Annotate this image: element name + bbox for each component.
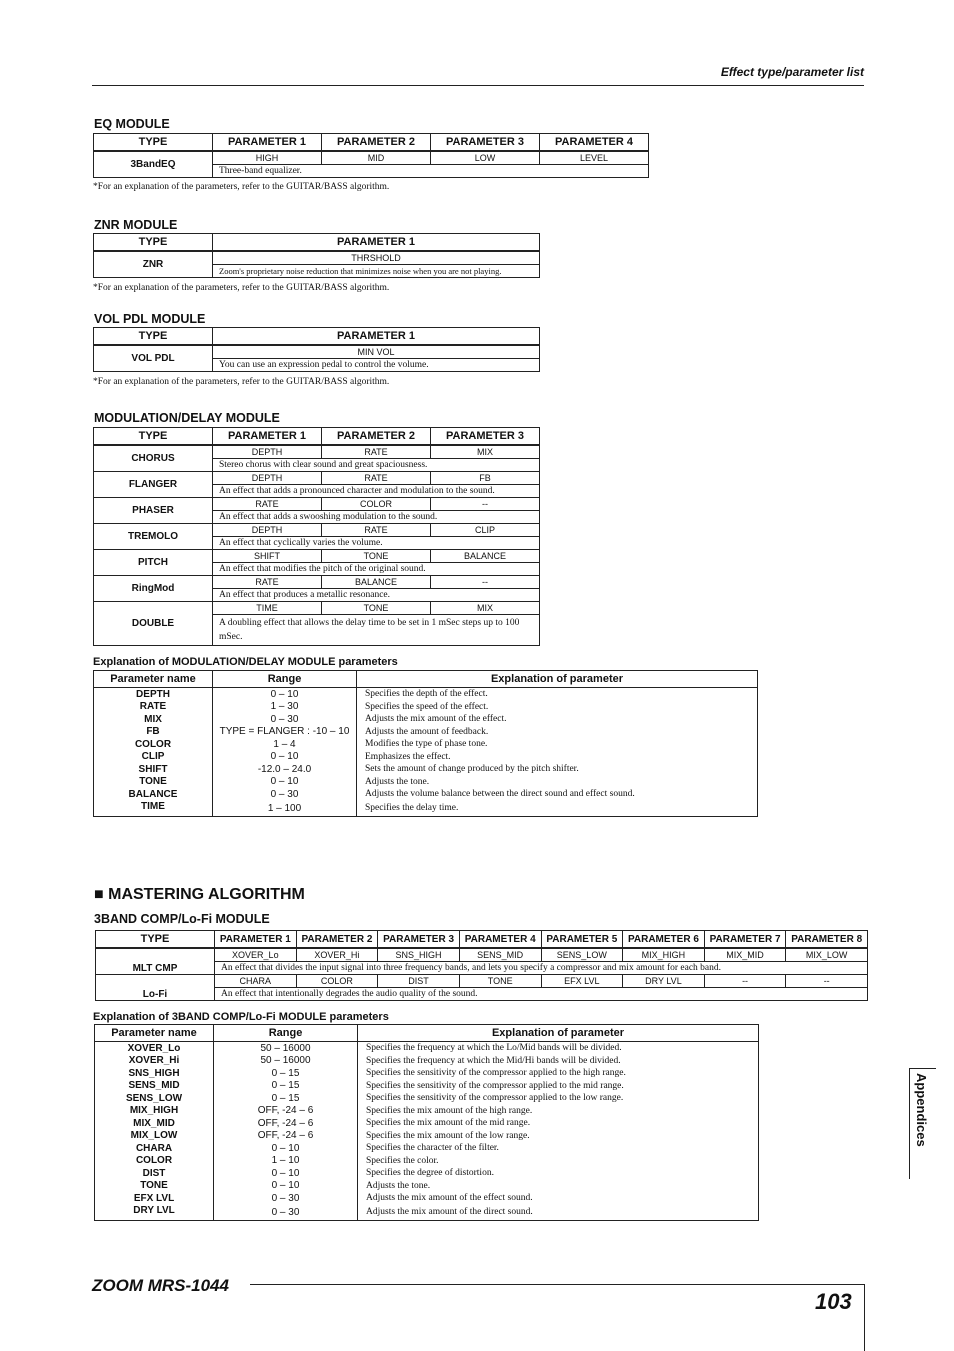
- col-header: PARAMETER 3: [378, 931, 460, 949]
- col-header: PARAMETER 2: [296, 931, 378, 949]
- table-row: [95, 1155, 759, 1168]
- param-cell: LEVEL: [540, 151, 649, 165]
- eq-module-title: EQ MODULE: [94, 117, 170, 131]
- param-range: 0 – 15: [214, 1067, 358, 1080]
- table-header-row: [95, 1025, 759, 1042]
- desc-cell: An effect that intentionally degrades the audio quality of the sound.: [215, 988, 868, 1001]
- table-row: [95, 1117, 759, 1130]
- param-cell: DEPTH: [213, 524, 322, 537]
- param-range: 0 – 30: [214, 1192, 358, 1205]
- param-name: XOVER_Lo: [95, 1042, 214, 1055]
- type-cell: PITCH: [94, 550, 213, 576]
- table-row: [95, 1167, 759, 1180]
- col-header: Explanation of parameter: [358, 1025, 759, 1042]
- param-explanation: Adjusts the volume balance between the direct sound and effect sound.: [357, 788, 758, 801]
- param-cell: DEPTH: [213, 445, 322, 459]
- param-cell: TONE: [322, 550, 431, 563]
- table-row: [95, 1192, 759, 1205]
- param-range: 0 – 30: [213, 788, 357, 801]
- param-range: 0 – 10: [214, 1142, 358, 1155]
- table-row: [95, 1055, 759, 1068]
- param-range: 0 – 10: [214, 1167, 358, 1180]
- table-row: [94, 472, 540, 485]
- param-explanation: Modifies the type of phase tone.: [357, 738, 758, 751]
- table-row: [95, 1205, 759, 1221]
- param-cell: COLOR: [296, 975, 378, 988]
- param-name: CLIP: [94, 751, 213, 764]
- type-cell: ZNR: [94, 251, 213, 278]
- side-tab-label: Appendices: [914, 1073, 929, 1147]
- footer-brand: ZOOM MRS-1044: [92, 1276, 229, 1295]
- param-explanation: Adjusts the tone.: [357, 776, 758, 789]
- param-explanation: Specifies the frequency at which the Mid/Hi bands will be divided.: [358, 1055, 759, 1068]
- mastering-heading: [94, 886, 305, 904]
- param-range: 0 – 30: [213, 713, 357, 726]
- param-cell: SENS_LOW: [541, 948, 623, 962]
- table-row: [94, 251, 540, 265]
- desc-cell: An effect that modifies the pitch of the original sound.: [213, 563, 540, 576]
- col-header: PARAMETER 1: [213, 428, 322, 446]
- type-cell: VOL PDL: [94, 345, 213, 372]
- param-cell: COLOR: [322, 498, 431, 511]
- table-row: [94, 738, 758, 751]
- table-row: [94, 788, 758, 801]
- param-name: RATE: [94, 701, 213, 714]
- param-cell: MID: [322, 151, 431, 165]
- param-name: MIX_HIGH: [95, 1105, 214, 1118]
- znr-module-table: [93, 233, 540, 278]
- appendices-side-tab: [909, 1068, 936, 1179]
- param-explanation: Specifies the degree of distortion.: [358, 1167, 759, 1180]
- table-row: [94, 524, 540, 537]
- param-cell: TONE: [322, 602, 431, 615]
- masterexpl-title: Explanation of 3BAND COMP/Lo-Fi MODULE parameters: [93, 1011, 389, 1023]
- param-range: OFF, -24 – 6: [214, 1130, 358, 1143]
- desc-cell: Zoom's proprietary noise reduction that minimizes noise when you are not playing.: [213, 265, 540, 278]
- param-name: COLOR: [94, 738, 213, 751]
- table-row: [95, 1042, 759, 1055]
- table-row: [94, 776, 758, 789]
- table-row: [94, 576, 540, 589]
- col-header: TYPE: [94, 134, 213, 152]
- param-range: 1 – 10: [214, 1155, 358, 1168]
- table-row: [94, 445, 540, 459]
- col-header: TYPE: [94, 428, 213, 446]
- col-header: TYPE: [94, 234, 213, 252]
- table-row: [94, 763, 758, 776]
- param-cell: --: [704, 975, 786, 988]
- param-range: 0 – 30: [214, 1205, 358, 1221]
- param-explanation: Specifies the sensitivity of the compressor applied to the low range.: [358, 1092, 759, 1105]
- param-cell: CHARA: [215, 975, 297, 988]
- param-name: BALANCE: [94, 788, 213, 801]
- param-explanation: Specifies the mix amount of the high range.: [358, 1105, 759, 1118]
- param-name: SNS_HIGH: [95, 1067, 214, 1080]
- param-cell: THRSHOLD: [213, 251, 540, 265]
- table-row: [96, 975, 868, 988]
- param-name: COLOR: [95, 1155, 214, 1168]
- table-row: [94, 713, 758, 726]
- param-cell: TONE: [459, 975, 541, 988]
- table-row: [94, 801, 758, 817]
- table-row: [94, 751, 758, 764]
- param-name: TONE: [94, 776, 213, 789]
- volpdl-module-table: [93, 327, 540, 372]
- col-header: PARAMETER 1: [213, 234, 540, 252]
- param-name: TIME: [94, 801, 213, 817]
- param-name: TONE: [95, 1180, 214, 1193]
- desc-cell: An effect that divides the input signal into three frequency bands, and lets you specify a compressor and mix amount for each band.: [215, 962, 868, 975]
- table-row: [94, 701, 758, 714]
- param-cell: RATE: [213, 498, 322, 511]
- col-header: PARAMETER 8: [786, 931, 868, 949]
- param-range: 0 – 10: [213, 776, 357, 789]
- masterexpl-table: [94, 1024, 759, 1221]
- param-name: SHIFT: [94, 763, 213, 776]
- table-row: [95, 1105, 759, 1118]
- col-header: Parameter name: [94, 671, 213, 688]
- param-cell: LOW: [431, 151, 540, 165]
- param-cell: RATE: [322, 445, 431, 459]
- param-explanation: Specifies the mix amount of the low range.: [358, 1130, 759, 1143]
- param-name: SENS_MID: [95, 1080, 214, 1093]
- param-range: 0 – 10: [213, 688, 357, 701]
- desc-cell: An effect that adds a swooshing modulation to the sound.: [213, 511, 540, 524]
- param-name: EFX LVL: [95, 1192, 214, 1205]
- type-cell: 3BandEQ: [94, 151, 213, 178]
- desc-cell: A doubling effect that allows the delay time to be set in 1 mSec steps up to 100 mSec.: [213, 615, 540, 646]
- param-cell: TIME: [213, 602, 322, 615]
- param-cell: RATE: [322, 472, 431, 485]
- table-header-row: [94, 671, 758, 688]
- param-explanation: Sets the amount of change produced by the pitch shifter.: [357, 763, 758, 776]
- col-header: PARAMETER 3: [431, 428, 540, 446]
- param-name: CHARA: [95, 1142, 214, 1155]
- table-header-row: [94, 134, 649, 152]
- mastering-module-title: 3BAND COMP/Lo-Fi MODULE: [94, 912, 270, 926]
- col-header: PARAMETER 5: [541, 931, 623, 949]
- param-explanation: Adjusts the mix amount of the effect.: [357, 713, 758, 726]
- param-cell: MIX_MID: [704, 948, 786, 962]
- param-range: 0 – 15: [214, 1080, 358, 1093]
- param-cell: SHIFT: [213, 550, 322, 563]
- param-range: TYPE = FLANGER : -10 – 10: [213, 726, 357, 739]
- col-header: TYPE: [96, 931, 215, 949]
- param-cell: RATE: [213, 576, 322, 589]
- param-range: 0 – 10: [214, 1180, 358, 1193]
- param-cell: SNS_HIGH: [378, 948, 460, 962]
- col-header: PARAMETER 4: [459, 931, 541, 949]
- param-cell: BALANCE: [322, 576, 431, 589]
- volpdl-module-title: VOL PDL MODULE: [94, 312, 206, 326]
- type-cell: PHASER: [94, 498, 213, 524]
- type-cell: CHORUS: [94, 445, 213, 472]
- mastering-title: MASTERING ALGORITHM: [108, 886, 305, 903]
- table-row: [95, 1080, 759, 1093]
- param-range: 50 – 16000: [214, 1055, 358, 1068]
- col-header: PARAMETER 2: [322, 134, 431, 152]
- znr-module-title: ZNR MODULE: [94, 218, 178, 232]
- param-cell: DIST: [378, 975, 460, 988]
- table-row: [95, 1180, 759, 1193]
- param-cell: --: [786, 975, 868, 988]
- param-cell: CLIP: [431, 524, 540, 537]
- type-cell: DOUBLE: [94, 602, 213, 646]
- table-row: [95, 1130, 759, 1143]
- param-cell: MIX_LOW: [786, 948, 868, 962]
- param-cell: MIX_HIGH: [623, 948, 705, 962]
- col-header: Parameter name: [95, 1025, 214, 1042]
- col-header: PARAMETER 1: [213, 328, 540, 346]
- desc-cell: You can use an expression pedal to control the volume.: [213, 359, 540, 372]
- desc-cell: An effect that produces a metallic resonance.: [213, 589, 540, 602]
- table-row: [94, 688, 758, 701]
- volpdl-note: *For an explanation of the parameters, refer to the GUITAR/BASS algorithm.: [93, 377, 390, 387]
- col-header: TYPE: [94, 328, 213, 346]
- type-cell: TREMOLO: [94, 524, 213, 550]
- col-header: Range: [213, 671, 357, 688]
- znr-note: *For an explanation of the parameters, refer to the GUITAR/BASS algorithm.: [93, 283, 390, 293]
- param-name: DEPTH: [94, 688, 213, 701]
- square-bullet-icon: ■: [94, 886, 104, 903]
- param-range: 1 – 30: [213, 701, 357, 714]
- param-cell: XOVER_Lo: [215, 948, 297, 962]
- param-cell: XOVER_Hi: [296, 948, 378, 962]
- col-header: Explanation of parameter: [357, 671, 758, 688]
- col-header: PARAMETER 3: [431, 134, 540, 152]
- param-explanation: Adjusts the amount of feedback.: [357, 726, 758, 739]
- param-name: XOVER_Hi: [95, 1055, 214, 1068]
- param-cell: SENS_MID: [459, 948, 541, 962]
- table-row: [95, 1092, 759, 1105]
- param-explanation: Specifies the sensitivity of the compressor applied to the mid range.: [358, 1080, 759, 1093]
- param-cell: EFX LVL: [541, 975, 623, 988]
- table-header-row: [94, 328, 540, 346]
- param-cell: DRY LVL: [623, 975, 705, 988]
- param-name: SENS_LOW: [95, 1092, 214, 1105]
- col-header: Range: [214, 1025, 358, 1042]
- param-explanation: Adjusts the mix amount of the effect sound.: [358, 1192, 759, 1205]
- col-header: PARAMETER 1: [213, 134, 322, 152]
- desc-cell: An effect that cyclically varies the volume.: [213, 537, 540, 550]
- param-explanation: Specifies the mix amount of the mid range.: [358, 1117, 759, 1130]
- table-header-row: [96, 931, 868, 949]
- param-explanation: Specifies the sensitivity of the compressor applied to the high range.: [358, 1067, 759, 1080]
- param-range: 0 – 15: [214, 1092, 358, 1105]
- table-row: [95, 1142, 759, 1155]
- running-header: Effect type/parameter list: [720, 65, 864, 79]
- table-row: [94, 345, 540, 359]
- col-header: PARAMETER 2: [322, 428, 431, 446]
- table-header-row: [94, 234, 540, 252]
- param-range: -12.0 – 24.0: [213, 763, 357, 776]
- param-cell: DEPTH: [213, 472, 322, 485]
- table-header-row: [94, 428, 540, 446]
- param-name: DIST: [95, 1167, 214, 1180]
- type-cell: Lo-Fi: [96, 975, 215, 1001]
- param-explanation: Emphasizes the effect.: [357, 751, 758, 764]
- param-cell: MIX: [431, 445, 540, 459]
- param-explanation: Adjusts the mix amount of the direct sound.: [358, 1205, 759, 1221]
- param-cell: --: [431, 498, 540, 511]
- eq-note: *For an explanation of the parameters, refer to the GUITAR/BASS algorithm.: [93, 182, 390, 192]
- param-range: 50 – 16000: [214, 1042, 358, 1055]
- type-cell: MLT CMP: [96, 948, 215, 975]
- param-explanation: Specifies the depth of the effect.: [357, 688, 758, 701]
- param-explanation: Specifies the speed of the effect.: [357, 701, 758, 714]
- param-cell: FB: [431, 472, 540, 485]
- param-cell: RATE: [322, 524, 431, 537]
- param-cell: HIGH: [213, 151, 322, 165]
- col-header: PARAMETER 1: [215, 931, 297, 949]
- param-cell: MIN VOL: [213, 345, 540, 359]
- footer-vertical-rule: [864, 1284, 865, 1351]
- col-header: PARAMETER 6: [623, 931, 705, 949]
- param-range: 1 – 4: [213, 738, 357, 751]
- param-cell: BALANCE: [431, 550, 540, 563]
- table-row: [95, 1067, 759, 1080]
- table-row: [94, 602, 540, 615]
- param-range: 1 – 100: [213, 801, 357, 817]
- param-explanation: Specifies the character of the filter.: [358, 1142, 759, 1155]
- modexpl-table: [93, 670, 758, 817]
- param-cell: MIX: [431, 602, 540, 615]
- col-header: PARAMETER 4: [540, 134, 649, 152]
- param-explanation: Specifies the delay time.: [357, 801, 758, 817]
- col-header: PARAMETER 7: [704, 931, 786, 949]
- mastering-module-table: [95, 930, 868, 1001]
- table-row: [96, 948, 868, 962]
- table-row: [94, 498, 540, 511]
- param-name: MIX: [94, 713, 213, 726]
- param-name: FB: [94, 726, 213, 739]
- type-cell: RingMod: [94, 576, 213, 602]
- page-number: 103: [815, 1289, 852, 1314]
- table-row: [94, 726, 758, 739]
- desc-cell: Three-band equalizer.: [213, 165, 649, 178]
- moddelay-module-table: [93, 427, 540, 646]
- param-name: MIX_LOW: [95, 1130, 214, 1143]
- param-explanation: Specifies the color.: [358, 1155, 759, 1168]
- eq-module-table: [93, 133, 649, 178]
- param-explanation: Adjusts the tone.: [358, 1180, 759, 1193]
- param-name: DRY LVL: [95, 1205, 214, 1221]
- table-row: [94, 550, 540, 563]
- param-name: MIX_MID: [95, 1117, 214, 1130]
- header-rule: [92, 85, 864, 86]
- param-range: OFF, -24 – 6: [214, 1117, 358, 1130]
- type-cell: FLANGER: [94, 472, 213, 498]
- modexpl-title: Explanation of MODULATION/DELAY MODULE parameters: [93, 656, 398, 668]
- param-range: 0 – 10: [213, 751, 357, 764]
- param-explanation: Specifies the frequency at which the Lo/Mid bands will be divided.: [358, 1042, 759, 1055]
- desc-cell: Stereo chorus with clear sound and great spaciousness.: [213, 459, 540, 472]
- param-cell: --: [431, 576, 540, 589]
- param-range: OFF, -24 – 6: [214, 1105, 358, 1118]
- moddelay-module-title: MODULATION/DELAY MODULE: [94, 411, 280, 425]
- desc-cell: An effect that adds a pronounced character and modulation to the sound.: [213, 485, 540, 498]
- table-row: [94, 151, 649, 165]
- footer-rule: [250, 1284, 864, 1285]
